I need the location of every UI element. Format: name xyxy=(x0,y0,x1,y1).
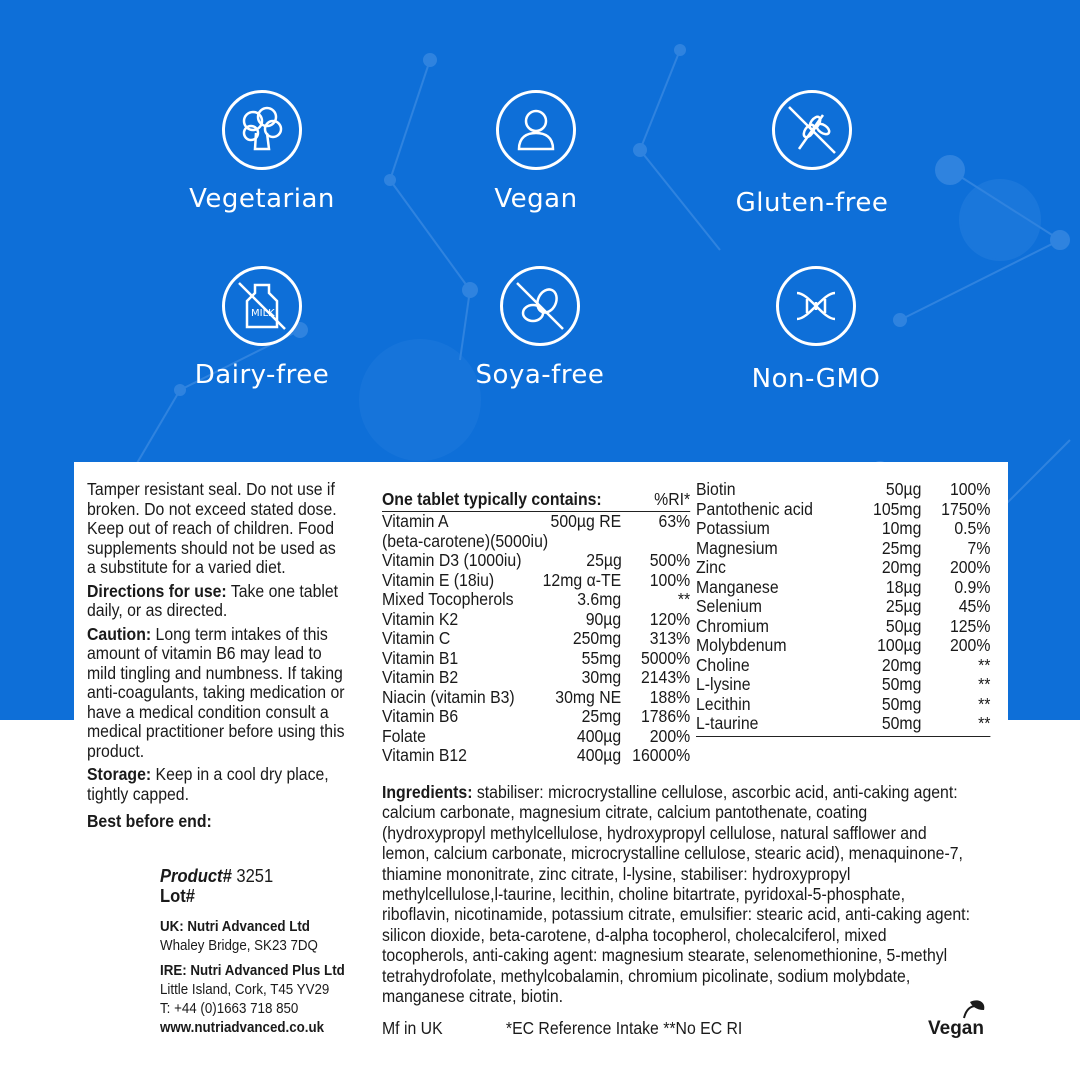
nutrient-name: L-taurine xyxy=(696,713,759,733)
nutrient-name: Choline xyxy=(696,654,750,675)
nutrient-ri: ** xyxy=(978,713,991,733)
nutrient-name: L-lysine xyxy=(696,674,751,694)
badge-label: Gluten-free xyxy=(735,188,889,218)
directions-paragraph: Directions for use: Take one tablet daily, or as directed. xyxy=(87,580,339,620)
nutrient-name: Molybdenum xyxy=(696,635,787,655)
milk-text: MILK xyxy=(251,308,275,319)
nutrient-name: Zinc xyxy=(696,557,726,577)
ri-note: *EC Reference Intake **No EC RI xyxy=(505,1018,743,1038)
badge-label: Vegan xyxy=(494,184,578,214)
company-addresses xyxy=(160,918,345,1038)
nutrient-ri: 200% xyxy=(949,635,991,655)
nutrient-name: Mixed Tocopherols xyxy=(382,589,514,609)
nutrient-name: (beta-carotene)(5000iu) xyxy=(382,530,549,551)
nutrient-row xyxy=(696,578,990,598)
nutrient-ri: 1786% xyxy=(640,706,691,726)
nutrient-amount: 20mg xyxy=(881,557,922,577)
badge-label: Vegetarian xyxy=(189,184,335,214)
nutrient-ri: ** xyxy=(677,589,691,609)
nutrient-amount: 50mg xyxy=(881,713,922,733)
nutrient-row xyxy=(382,532,690,552)
badge-label: Soya-free xyxy=(475,360,605,390)
nutrient-amount: 30mg NE xyxy=(555,686,622,707)
badge-vegetarian xyxy=(162,90,362,214)
nutrient-name: Magnesium xyxy=(696,537,778,558)
nutrient-row xyxy=(382,727,690,747)
nutrient-row xyxy=(696,500,990,520)
nutrient-row xyxy=(696,597,990,617)
nutrient-amount: 25µg xyxy=(586,550,622,570)
badge-label: Dairy-free xyxy=(194,360,330,390)
caution-paragraph: Caution: Long term intakes of this amount of vitamin B6 may lead to mild tingling and numbness. If taking anti-coagulants, taking medication or have a medical condition consult a medical practitioner before using this product. xyxy=(87,623,345,761)
nutrient-amount: 3.6mg xyxy=(577,589,622,609)
nutrient-name: Lecithin xyxy=(696,693,751,714)
nutrient-amount: 18µg xyxy=(885,576,922,597)
nutrient-name: Vitamin B12 xyxy=(382,745,467,765)
nutrient-name: Biotin xyxy=(696,479,736,499)
nutrient-name: Vitamin B2 xyxy=(382,667,459,687)
nutrient-name: Pantothenic acid xyxy=(696,498,813,519)
nutrient-ri: 45% xyxy=(958,596,991,616)
badge-vegan xyxy=(436,90,636,214)
table-rule xyxy=(696,736,990,737)
best-before: Best before end: xyxy=(87,811,212,831)
nutrient-amount: 90µg xyxy=(585,608,622,629)
nutrient-ri: 7% xyxy=(967,537,991,558)
badge-non-gmo xyxy=(716,266,916,394)
nutrient-name: Vitamin A xyxy=(382,511,449,531)
nutrient-ri: 313% xyxy=(649,628,691,648)
made-in: Mf in UK xyxy=(382,1018,443,1038)
label-footer xyxy=(382,1018,934,1039)
phone-number: T: +44 (0)1663 718 850 xyxy=(160,1001,299,1017)
nutrient-ri: ** xyxy=(978,674,991,694)
nutrient-ri: 63% xyxy=(658,511,691,531)
nutrient-row xyxy=(696,519,990,539)
nutrient-name: Niacin (vitamin B3) xyxy=(382,686,515,707)
nutrient-amount: 400µg xyxy=(576,745,622,765)
nutrient-amount: 25mg xyxy=(881,537,922,558)
nutrient-row xyxy=(696,617,990,637)
nutrient-row xyxy=(696,695,990,715)
nutrient-ri: 188% xyxy=(649,686,691,707)
nutrient-row xyxy=(696,714,990,734)
nutrient-ri: 200% xyxy=(949,557,991,577)
label-info-column xyxy=(87,480,345,836)
nutrient-ri: ** xyxy=(978,693,991,714)
nutrient-name: Chromium xyxy=(696,615,769,636)
website-url: www.nutriadvanced.co.uk xyxy=(160,1020,325,1036)
nutrient-ri: 200% xyxy=(649,725,691,746)
nutrient-amount: 250mg xyxy=(572,628,622,648)
nutrient-amount: 50mg xyxy=(881,674,922,694)
nutrient-name: Vitamin E (18iu) xyxy=(382,569,495,590)
nutrient-amount: 50mg xyxy=(881,693,922,714)
nutrient-amount: 100µg xyxy=(877,635,922,655)
ire-address: Little Island, Cork, T45 YV29 xyxy=(160,982,330,998)
nutrient-amount: 25mg xyxy=(581,706,622,726)
supplement-label xyxy=(74,462,1008,1080)
nutrient-name: Vitamin D3 (1000iu) xyxy=(382,550,522,570)
nutrient-row xyxy=(382,590,690,610)
nutrient-ri: 1750% xyxy=(941,498,991,519)
nutrient-name: Vitamin B1 xyxy=(382,647,459,668)
ingredients: Ingredients: stabiliser: microcrystalline cellulose, ascorbic acid, anti-caking agent: calcium carbonate, magnesium citrate, calcium pantothenate, coating (hydroxypropyl methylcellulose, hydroxypropyl cellulose, natural safflower and lemon, calcium carbonate, microcrystalline cellulose, stearic acid), menaquinone-7, thiamine mononitrate, zinc citrate, l-lysine, stabiliser: hydroxypropyl methylcellulose,l-taurine, lecithin, choline bitartrate, pyridoxal-5-phosphate, riboflavin, nicotinamide, potassium citrate, emulsifier: stearic acid, anti-caking agent: silicon dioxide, beta-carotene, d-alpha tocopherol, cholecalciferol, mixed tocopherols, anti-caking agent: magnesium stearate, selenomethionine, 5-methyl tetrahydrofolate, methylcobalamin, chromium picolinate, sodium molybdate, manganese citrate, biotin. xyxy=(382,782,970,1007)
nutrient-ri: 16000% xyxy=(632,745,691,765)
nutrient-ri: 2143% xyxy=(640,667,691,687)
nutrient-row xyxy=(382,610,690,630)
nutrient-row xyxy=(382,629,690,649)
nutrient-amount: 20mg xyxy=(881,654,922,675)
nutrient-ri: 500% xyxy=(649,550,691,570)
broccoli-icon xyxy=(222,90,302,170)
nutrient-row xyxy=(382,707,690,727)
nutrient-name: Manganese xyxy=(696,576,779,597)
vegan-logo-text: Vegan xyxy=(928,1018,984,1039)
nutrient-row xyxy=(382,746,690,766)
nutrient-ri xyxy=(633,532,691,552)
milk-bottle-crossed-icon xyxy=(222,266,302,346)
nutrient-row xyxy=(382,649,690,669)
nutrient-name: Vitamin B6 xyxy=(382,706,459,726)
table-header: One tablet typically contains: %RI* xyxy=(382,490,690,512)
nutrient-ri: 0.5% xyxy=(954,518,991,538)
warnings-text: Tamper resistant seal. Do not use if broken. Do not exceed stated dose. Keep out of reach of children. Food supplements should not be used as a substitute for a varied diet. xyxy=(87,479,337,577)
nutrient-ri: 125% xyxy=(949,615,991,636)
nutrient-amount: 55mg xyxy=(581,647,622,668)
nutrient-row xyxy=(696,675,990,695)
nutrient-amount: 25µg xyxy=(885,596,922,616)
nutrient-ri: 120% xyxy=(649,608,691,629)
uk-address: Whaley Bridge, SK23 7DQ xyxy=(160,938,318,954)
nutrient-row xyxy=(696,656,990,676)
nutrient-row xyxy=(696,539,990,559)
badge-soya-free xyxy=(440,266,640,390)
wheat-crossed-icon xyxy=(772,90,852,170)
nutrient-ri: ** xyxy=(978,654,991,675)
nutrient-name: Vitamin C xyxy=(382,628,451,648)
badge-label: Non-GMO xyxy=(751,364,881,394)
product-info: Product# 3251 Lot# xyxy=(160,866,274,906)
soybean-crossed-icon xyxy=(500,266,580,346)
nutrient-name: Folate xyxy=(382,725,426,746)
nutrient-row xyxy=(382,668,690,688)
nutrient-name: Vitamin K2 xyxy=(382,608,459,629)
badge-dairy-free xyxy=(162,266,362,390)
nutrient-amount: 105mg xyxy=(873,498,922,519)
nutrient-ri: 100% xyxy=(649,569,691,590)
nutrient-row xyxy=(696,636,990,656)
nutrient-ri: 5000% xyxy=(640,647,691,668)
nutrient-table-left xyxy=(382,490,690,766)
nutrient-table-right xyxy=(696,480,990,737)
nutrient-name: Potassium xyxy=(696,518,770,538)
nutrient-amount: 50µg xyxy=(885,479,922,499)
nutrient-row xyxy=(382,571,690,591)
person-icon xyxy=(496,90,576,170)
nutrient-amount: 400µg xyxy=(576,725,622,746)
nutrient-ri: 0.9% xyxy=(954,576,991,597)
nutrient-amount: 50µg xyxy=(885,615,922,636)
nutrient-row xyxy=(696,480,990,500)
nutrient-amount: 500µg RE xyxy=(550,511,622,531)
nutrient-row xyxy=(382,551,690,571)
dna-icon xyxy=(776,266,856,346)
nutrient-amount: 12mg α-TE xyxy=(542,569,622,590)
storage-paragraph: Storage: Keep in a cool dry place, tightly capped. xyxy=(87,764,329,804)
badge-gluten-free xyxy=(712,90,912,218)
nutrient-row xyxy=(382,512,690,532)
uk-company: UK: Nutri Advanced Ltd xyxy=(160,919,310,935)
nutrient-amount: 30mg xyxy=(581,667,622,687)
nutrient-amount: 10mg xyxy=(881,518,922,538)
nutrient-ri: 100% xyxy=(949,479,991,499)
ire-company: IRE: Nutri Advanced Plus Ltd xyxy=(160,963,345,979)
vegan-logo xyxy=(926,996,996,1046)
nutrient-name: Selenium xyxy=(696,596,762,616)
nutrient-row xyxy=(382,688,690,708)
nutrient-amount xyxy=(548,532,632,552)
nutrient-row xyxy=(696,558,990,578)
